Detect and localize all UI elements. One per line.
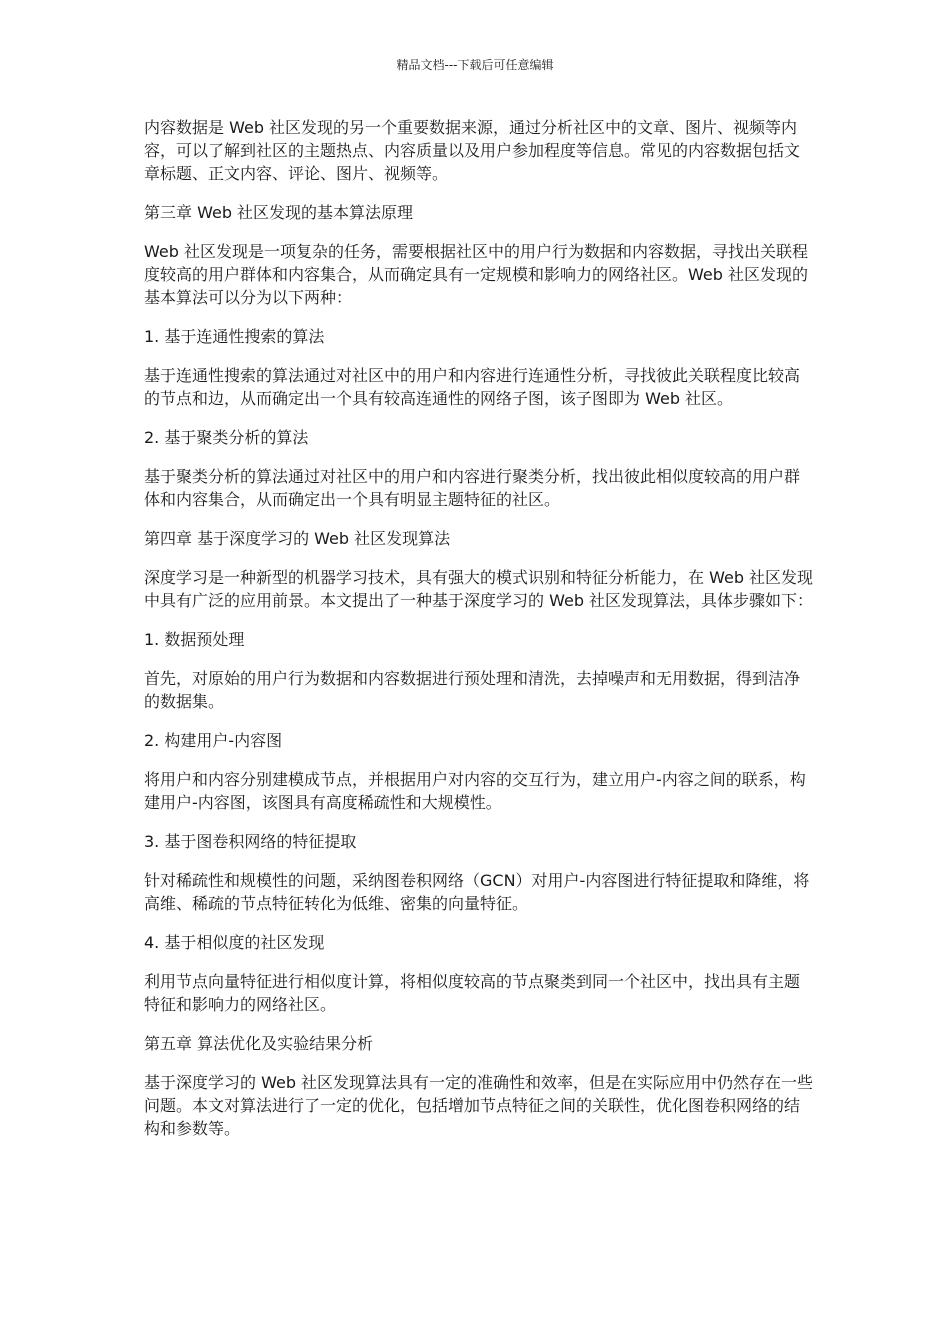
paragraph-chapter-4-intro: 深度学习是一种新型的机器学习技术，具有强大的模式识别和特征分析能力，在 Web 社区发现中具有广泛的应用前景。本文提出了一种基于深度学习的 Web 社区发现算法，具体步骤如下：	[144, 568, 814, 610]
paragraph-chapter-5: 基于深度学习的 Web 社区发现算法具有一定的准确性和效率，但是在实际应用中仍然存在一些问题。本文对算法进行了一定的优化，包括增加节点特征之间的关联性，优化图卷积网络的结构和参数等。	[144, 1073, 814, 1138]
section-heading-connectivity: 1. 基于连通性搜索的算法	[144, 327, 325, 346]
section-heading-clustering: 2. 基于聚类分析的算法	[144, 428, 309, 447]
paragraph-chapter-3-intro: Web 社区发现是一项复杂的任务，需要根据社区中的用户行为数据和内容数据，寻找出关联程度较高的用户群体和内容集合，从而确定具有一定规模和影响力的网络社区。Web 社区发现的基本算法可以分为以下两种：	[144, 242, 808, 307]
chapter-4-heading: 第四章 基于深度学习的 Web 社区发现算法	[144, 529, 451, 548]
step-heading-gcn: 3. 基于图卷积网络的特征提取	[144, 832, 357, 851]
paragraph-clustering: 基于聚类分析的算法通过对社区中的用户和内容进行聚类分析，找出彼此相似度较高的用户群体和内容集合，从而确定出一个具有明显主题特征的社区。	[144, 467, 801, 509]
chapter-3-heading: 第三章 Web 社区发现的基本算法原理	[144, 203, 414, 222]
chapter-5-heading: 第五章 算法优化及实验结果分析	[144, 1034, 374, 1053]
page-header: 精品文档---下载后可任意编辑	[396, 58, 554, 72]
document-body	[144, 116, 814, 1156]
step-heading-preprocessing: 1. 数据预处理	[144, 630, 245, 649]
paragraph-gcn: 针对稀疏性和规模性的问题，采纳图卷积网络（GCN）对用户-内容图进行特征提取和降维，将高维、稀疏的节点特征转化为低维、密集的向量特征。	[144, 871, 810, 913]
paragraph-preprocessing: 首先，对原始的用户行为数据和内容数据进行预处理和清洗，去掉噪声和无用数据，得到洁净的数据集。	[144, 669, 801, 711]
paragraph-connectivity: 基于连通性搜索的算法通过对社区中的用户和内容进行连通性分析，寻找彼此关联程度比较高的节点和边，从而确定出一个具有较高连通性的网络子图，该子图即为 Web 社区。	[144, 366, 801, 408]
paragraph-similarity: 利用节点向量特征进行相似度计算，将相似度较高的节点聚类到同一个社区中，找出具有主题特征和影响力的网络社区。	[144, 972, 801, 1014]
step-heading-graph: 2. 构建用户-内容图	[144, 731, 283, 750]
paragraph-graph: 将用户和内容分别建模成节点，并根据用户对内容的交互行为，建立用户-内容之间的联系，构建用户-内容图，该图具有高度稀疏性和大规模性。	[144, 770, 806, 812]
paragraph-content-data: 内容数据是 Web 社区发现的另一个重要数据来源，通过分析社区中的文章、图片、视频等内容，可以了解到社区的主题热点、内容质量以及用户参加程度等信息。常见的内容数据包括文章标题、正文内容、评论、图片、视频等。	[144, 118, 801, 183]
step-heading-similarity: 4. 基于相似度的社区发现	[144, 933, 325, 952]
